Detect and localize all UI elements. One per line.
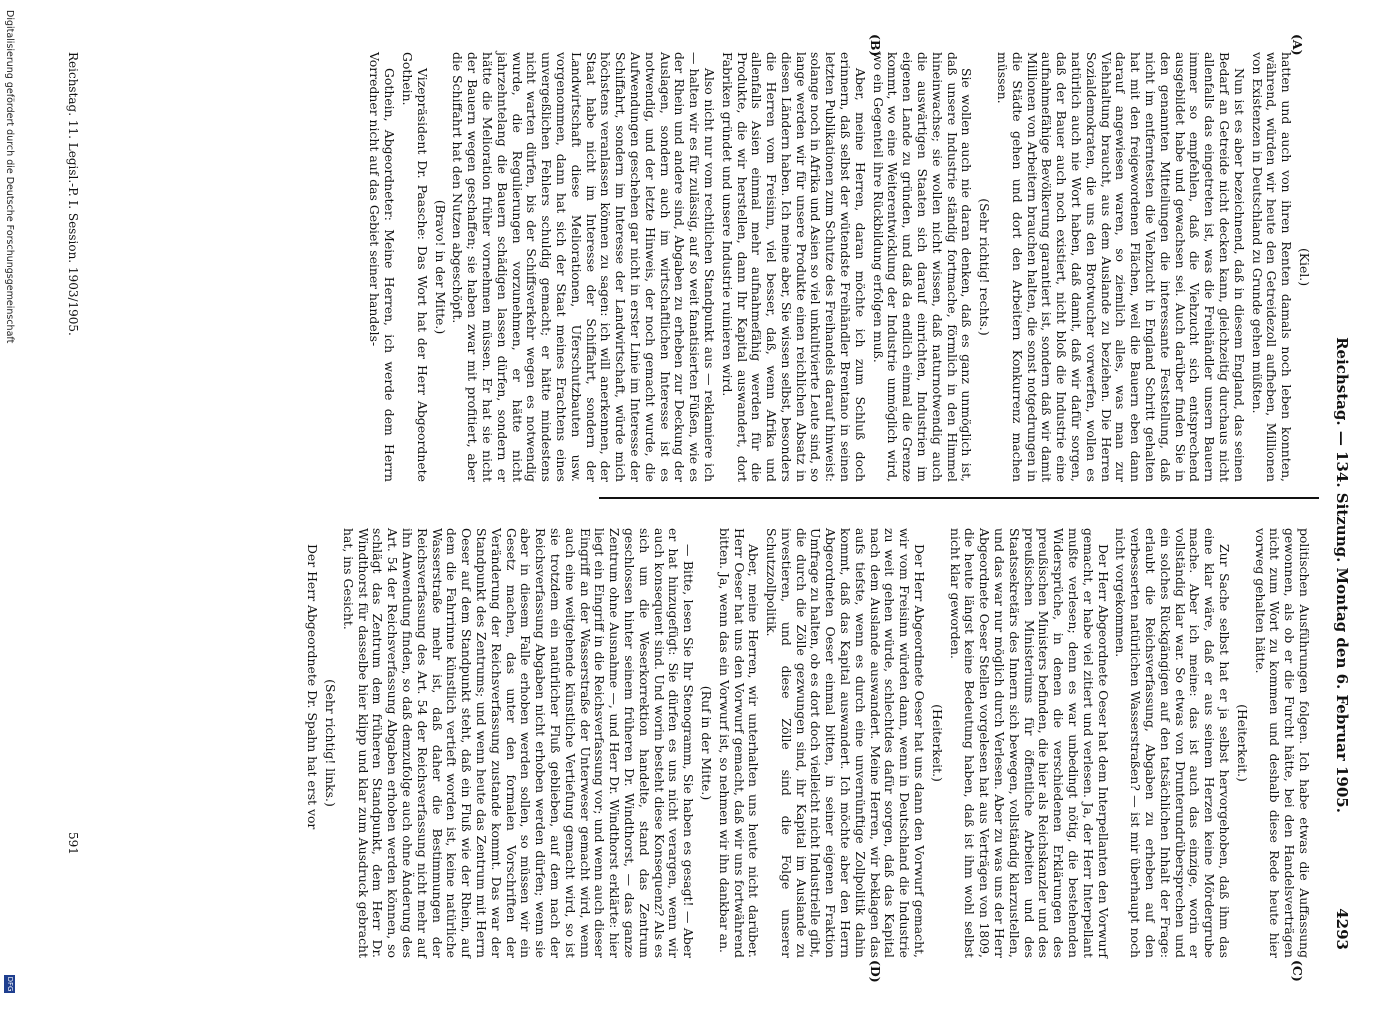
interjection: (Ruf in der Mitte.) <box>698 685 714 801</box>
paragraph: hatten und auch von ihren Renten damals noch leben konnten, während, würden wir heute den Getreidezoll aufheben, Millionen von Existenzen in Deutschland zu Grunde gehen müßten. <box>1249 52 1295 482</box>
paragraph: Sie wollen auch nie daran denken, daß es ganz unmöglich ist, daß unsere Industrie ständig fortmache, förmlich in den Himmel hineinwachse; sie wollen nicht wissen, daß naturnotwendig auch die auswärtigen Staaten sich darauf einrichten, Industrien im eigenen Lande zu gründen, und daß da endlich einmal die Grenze kommt, wo eine Weiterentwicklung der Industrie unmöglich wird, wo ein Gegenteil ihre Rückbildung erfolgen muß. <box>870 52 975 482</box>
paragraph: Vizepräsident Dr. Paasche: Das Wort hat der Herr Abgeordnete Gothein. <box>399 52 430 482</box>
paragraph: Also nicht nur vom rechtlichen Standpunkt aus — reklamiere ich — halten wir es für zulässig, auf so weit fanatisierten Füßen, wie es der Rhein und andere sind, Abgaben zu erheben zur Deckung der Auslagen, sondern auch im wirtschaftlichen Interesse ist es notwendig, und der letzte Hinweis, der noch gemacht wurde, die Aufwendungen geschehen gar nicht in erster Linie im Interesse der Schiffahrt, sondern im Interesse der Landwirtschaft, würde mich höchstens veranlassen können zu sagen: ich will anerkennen, der Staat habe nicht im Interesse der Schiffahrt, sondern der Landwirtschaft diese Meliorationen, Uferschutzbauten usw. vorgenommen, dann hat sich der Staat meines Erachtens eines unvergeßlichen Fehlers schuldig gemacht; er hätte mindestens nicht warten dürfen, bis der Schiffsverkehr wegen es notwendig wurde, die Regulierungen vorzunehmen, er hätte nicht jahrzehntelang die Bauern schädigen lassen dürfen, sondern er hätte die Melioration früher vornehmen müssen. Er hat sie nicht der Bauern wegen geschaffen; sie haben zwar mit profitiert, aber die Schiffahrt hat den Nutzen abgeschöpft. <box>450 52 717 482</box>
column-divider <box>599 497 1319 499</box>
paragraph: politischen Ausführungen folgen. Ich habe etwas die Auffassung gewonnen, als ob er die Furcht hätte, bei den Handelsverträgen nicht zum Wort zu kommen und deshalb diese Rede heute hier vorweg gehalten hätte. <box>1252 528 1312 958</box>
left-column <box>364 52 1311 482</box>
dfg-logo: DFG <box>6 976 14 992</box>
signature-line: Reichstag. 11. Legisl.-P. I. Session. 1903/1905. <box>66 52 80 336</box>
margin-marker-d: (D) <box>868 960 883 983</box>
running-head: Reichstag. — 134. Sitzung. Montag den 6. Februar 1905. <box>1333 337 1351 813</box>
paragraph: Zur Sache selbst hat er ja selbst hervorgehoben, daß ihm das eine klar wäre, daß er aus seinem Herzen keine Mördergrube mache. Aber ich meine: das ist auch das einzige, worin er vollständig klar war. So etwas von Drunterundrübersprechen und ein solches Rückgängigen auf den tatsächlichen Inhalt der Frage: erlaubt die Reichsverfassung, Abgaben zu erheben auf den verbesserten natürlichen Wasserstraßen? — ist mir überhaupt noch nicht vorgekommen. <box>1113 528 1233 958</box>
paragraph: — Bitte, lesen Sie Ihr Stenogramm, Sie haben es gesagt! — Aber er hat hinzugefügt: Sie dürfen es uns nicht verargen, wenn wir auch konsequent sind. Und worin besteht diese Konsequenz? Als es sich um die Weserkorrektion handelte, stand das Zentrum geschlossen hinter seinem früheren Dr. Windthorst, — das ganze Zentrum ohne Ausnahme —, und Herr Dr. Windthorst erklärte: hier liegt ein Eingriff in die Reichsverfassung vor; und wenn auch dieser Eingriff an der Wasserstraße der Unterweser gemacht wird, wenn auch eine weitgehende künstliche Vertiefung gemacht wird, so ist sie trotzdem ein natürlicher Fluß geblieben, auf dem nach der Reichsverfassung Abgaben nicht erhoben werden dürfen; wenn sie aber in diesem Falle erhoben werden sollen, so müssen wir ein Gesetz machen, das unter den formalen Vorschriften der Veränderung der Reichsverfassung zustande kommt. Das war der Standpunkt des Zentrums; und wenn heute das Zentrum mit Herrn Oeser auf dem Standpunkt steht, daß ein Fluß wie der Rhein, auf dem die Fahrrinne künstlich vertieft worden ist, keine natürliche Wasserstraße mehr ist, daß daher die Bestimmungen der Reichsverfassung des Art. 54 der Reichsverfassung nicht mehr auf ihn Anwendung finden, so daß demzufolge auch ohne Änderung des Art. 54 der Reichsverfassung Abgaben erhoben werden können, so schlägt das Zentrum dem früheren Standpunkt, dem Herr Dr. Windthorst für dasselbe hier klipp und klar zum Ausdruck gebracht hat, ins Gesicht. <box>340 528 697 958</box>
page-header <box>1329 30 1357 970</box>
paragraph: Aber, meine Herren, daran möchte ich zum Schluß doch erinnern, daß selbst der wütendste Freihändler Brentano in seinen letzten Publikationen zum Schutze des Freihandels darauf hinweist: solange noch in Afrika und Asien so viel unkultivierte Leute sind, so lange werden wir für unsere Produkte einen reichlichen Absatz in diesen Ländern haben. Ich meine aber, Sie wissen selbst, besonders die Herren vom Freisinn, viel besser, daß, wenn Afrika und allenfalls Asien einmal mehr aufnahmefähig werden für die Produkte, die wir herstellen, dann Ihr Kapital auswandert, dort Fabriken gründet und unsere Industrie ruinieren wird. <box>719 52 868 482</box>
paragraph: Nun ist es aber bezeichnend, daß in diesem England, das seinen Bedarf an Getreide nicht decken kann, gleichzeitig durchaus nicht allenfalls das eingetreten ist, was die Freihändler unsern Bauern immer so empfehlen, daß die Viehzucht sich entsprechend ausgebildet habe und gewachsen sei. Auch darüber finden Sie in den genannten Mitteilungen die interessante Feststellung, daß nicht im entferntesten die Viehzucht in England Schritt gehalten hat mit den freigewordenen Flächen, weil die Bauern eben dann darauf angewiesen waren, so ziemlich alles, was man zur Viehhaltung braucht, aus dem Auslande zu beziehen. Die Herren Sozialdemokraten, die uns den Brotwucher vorwerfen, wollen es natürlich auch nie Wort haben, daß damit, daß wir dafür sorgen, daß der Bauer auch noch existiert, nicht bloß die Industrie eine aufnahmefähige Bevölkerung garantiert ist, sondern daß wir damit Millionen von Arbeitern brauchen halten, die sonst notgedrungen in die Städte gehen und dort den Arbeitern Konkurrenz machen müssen. <box>995 52 1247 482</box>
paragraph: Aber, meine Herren, wir unterhalten uns heute nicht darüber. Herr Oeser hat uns den Vorwurf gemacht, daß wir uns fortwährend bitten. Ja, wenn das ein Vorwurf ist, so nehmen wir ihn dankbar an. <box>716 528 762 958</box>
right-column <box>301 528 1311 958</box>
margin-marker-a: (A) <box>1290 34 1305 56</box>
paragraph: Der Herr Abgeordnete Oeser hat uns dann den Vorwurf gemacht, wir vom Freisinn würden dann, wenn in Deutschland die Industrie zu weit gehen würde, schlechtdes dafür sorgen, daß das Kapital nach dem Auslande auswandert. Meine Herren, wir beklagen das aufs tiefste, wenn es durch eine unvernünftige Zollpolitik dahin kommt, daß das Kapital auswandert. Ich möchte aber den Herrn Abgeordneten Oeser einmal bitten, in seiner eigenen Fraktion Umfrage zu halten, ob es dort doch vielleicht nicht Industrielle gibt, die durch die Zölle gezwungen sind, ihr Kapital im Auslande zu investieren, und diese Zölle sind die Folge unserer Schutzzollpolitik. <box>764 528 928 958</box>
interjection: (Heiterkeit.) <box>1234 704 1250 782</box>
paragraph: Gothein, Abgeordneter: Meine Herren, ich werde dem Herrn Vorredner nicht auf das Gebiet seiner handels- <box>367 52 398 482</box>
interjection: (Sehr richtig! rechts.) <box>977 198 993 336</box>
folio-number: 591 <box>66 832 80 855</box>
speaker-tag: (Kiel.) <box>1297 247 1312 287</box>
digitization-note: Digitalisierung gefördert durch die Deutsche Forschungsgemeinschaft <box>4 10 15 344</box>
margin-marker-b: (B) <box>868 34 883 57</box>
interjection: (Sehr richtig! links.) <box>323 679 338 807</box>
paragraph: Der Herr Abgeordnete Oeser hat dem Interpellanten den Vorwurf gemacht, er habe viel zitiert und verlesen. Ja, der Herr Interpellant mußte verlesen; denn es war unbedingt nötig, die bestehenden Widersprüche, in denen die verschiedenen Erklärungen des preußischen Ministers befinden, die hier als Reichskanzler und des preußischen Ministeriums für öffentliche Arbeiten und des Staatssekretärs des Innern sich bewegen, vollständig klarzustellen, und das war nur möglich durch Verlesen. Aber zu was uns der Herr Abgeordnete Oeser Stellen vorgelesen hat aus Verträgen von 1809, die heute längst keine Bedeutung haben, daß ist ihm wohl selbst nicht klar geworden. <box>947 528 1111 958</box>
margin-marker-c: (C) <box>1290 960 1305 982</box>
page-number: 4293 <box>1333 908 1351 950</box>
interjection: (Bravo! in der Mitte.) <box>432 199 448 335</box>
paragraph: Der Herr Abgeordnete Dr. Spahn hat erst vor <box>305 544 321 830</box>
interjection: (Heiterkeit.) <box>929 704 945 782</box>
